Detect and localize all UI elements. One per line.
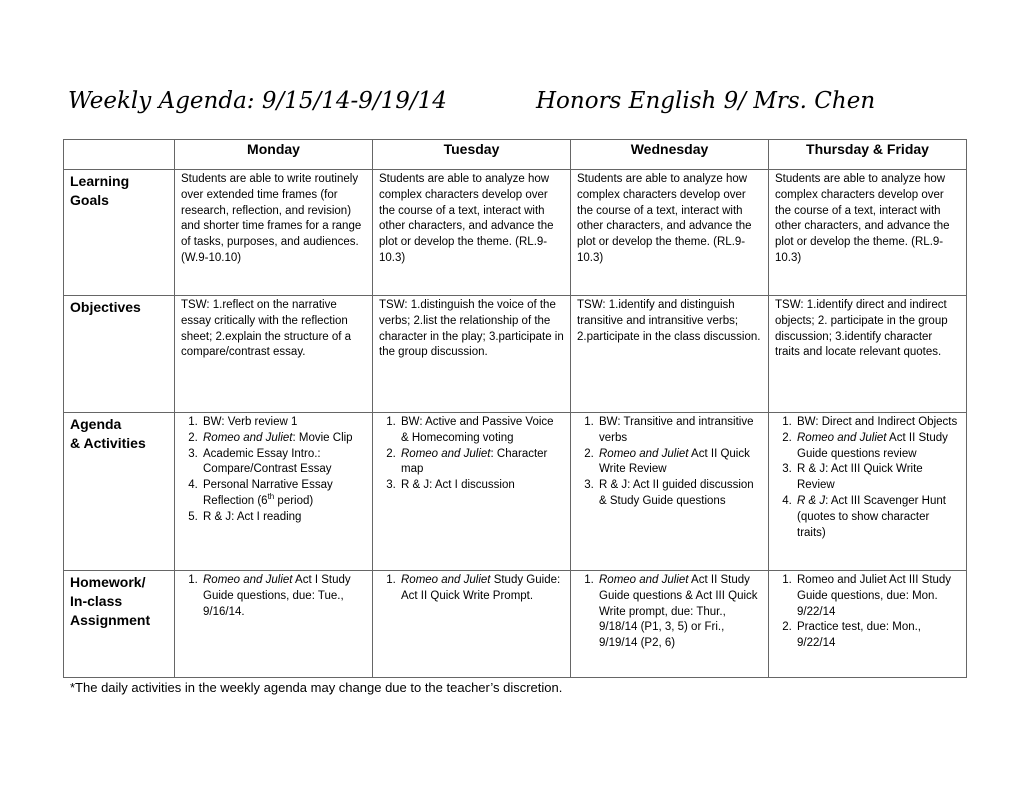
row-label-learning-goals: Learning Goals bbox=[64, 170, 175, 296]
weekly-agenda-table bbox=[63, 139, 967, 678]
homework-monday bbox=[175, 571, 373, 678]
list-item-text: Academic Essay Intro.: Compare/Contrast Essay bbox=[203, 447, 332, 476]
goal-thursday-friday: Students are able to analyze how complex characters develop over the course of a text, interact with other characters, and advance the plot or develop the theme. (RL.9-10.3) bbox=[769, 170, 967, 296]
day-header-tuesday: Tuesday bbox=[373, 140, 571, 170]
book-title: Romeo and Juliet bbox=[401, 574, 491, 586]
list-item bbox=[795, 620, 960, 652]
list-item bbox=[597, 415, 762, 447]
header-row bbox=[64, 140, 967, 170]
corner-cell bbox=[64, 140, 175, 170]
footnote: *The daily activities in the weekly agenda may change due to the teacher’s discretion. bbox=[70, 680, 563, 695]
homework-row bbox=[64, 571, 967, 678]
list-item bbox=[795, 415, 960, 431]
objective-tuesday: TSW: 1.distinguish the voice of the verbs; 2.list the relationship of the character in the play; 3.participate in the group discussion. bbox=[373, 296, 571, 413]
list-item bbox=[201, 415, 366, 431]
list-item-text: : Movie Clip bbox=[292, 431, 353, 444]
learning-goals-row bbox=[64, 170, 967, 296]
row-label-agenda bbox=[64, 413, 175, 571]
list-item bbox=[201, 478, 366, 510]
day-header-monday: Monday bbox=[175, 140, 373, 170]
list-item-text: Act II Quick Write Review bbox=[599, 447, 750, 476]
list-item bbox=[795, 494, 960, 541]
list-item-text: BW: Active and Passive Voice & Homecoming voting bbox=[401, 416, 554, 444]
list-item-text: Practice test, due: Mon., 9/22/14 bbox=[797, 621, 922, 650]
goal-tuesday: Students are able to analyze how complex characters develop over the course of a text, interact with other characters, and advance the plot or develop the theme. (RL.9-10.3) bbox=[373, 170, 571, 296]
list-item bbox=[795, 462, 960, 494]
list-item bbox=[597, 478, 762, 510]
book-title: Romeo and Juliet bbox=[203, 431, 293, 444]
goal-monday: Students are able to write routinely over extended time frames (for research, reflection, and revision) and shorter time frames for a range of tasks, purposes, and audiences. (W.9-10.10) bbox=[175, 170, 373, 296]
book-title: Romeo and Juliet bbox=[797, 431, 887, 444]
list-item-text: : Act III Scavenger Hunt (quotes to show character traits) bbox=[797, 494, 946, 539]
list-item bbox=[201, 573, 366, 620]
goal-wednesday: Students are able to analyze how complex characters develop over the course of a text, interact with other characters, and advance the plot or develop the theme. (RL.9-10.3) bbox=[571, 170, 769, 296]
row-label-objectives: Objectives bbox=[64, 296, 175, 413]
objective-monday: TSW: 1.reflect on the narrative essay critically with the reflection sheet; 2.explain the structure of a compare/contrast essay. bbox=[175, 296, 373, 413]
list-item-text: Act II Study Guide questions review bbox=[797, 431, 948, 460]
objective-wednesday: TSW: 1.identify and distinguish transitive and intransitive verbs; 2.participate in the class discussion. bbox=[571, 296, 769, 413]
list-item-text: R & J: Act I reading bbox=[203, 510, 302, 523]
list-item bbox=[597, 573, 762, 652]
book-title: Romeo and Juliet bbox=[401, 447, 491, 460]
list-item bbox=[399, 478, 564, 494]
list-item bbox=[399, 415, 564, 447]
homework-tuesday bbox=[373, 571, 571, 678]
list-item bbox=[399, 573, 564, 605]
day-header-wednesday: Wednesday bbox=[571, 140, 769, 170]
list-item-text: R & J: Act I discussion bbox=[401, 479, 515, 492]
list-item-text: Romeo and Juliet Act III Study Guide questions, due: Mon. 9/22/14 bbox=[797, 574, 952, 618]
homework-thursday-friday bbox=[769, 571, 967, 678]
book-title: Romeo and Juliet bbox=[599, 447, 689, 460]
book-title: R & J bbox=[797, 494, 826, 507]
day-header-thursday-friday: Thursday & Friday bbox=[769, 140, 967, 170]
objective-thursday-friday: TSW: 1.identify direct and indirect objects; 2. participate in the group discussion; 3.identify character traits and locate relevant quotes. bbox=[769, 296, 967, 413]
row-label-agenda-line2: & Activities bbox=[70, 435, 146, 451]
agenda-thursday-friday bbox=[769, 413, 967, 571]
list-item-text: R & J: Act II guided discussion & Study Guide questions bbox=[599, 479, 754, 507]
homework-wednesday bbox=[571, 571, 769, 678]
list-item-text: BW: Verb review 1 bbox=[203, 416, 298, 428]
row-label-agenda-line1: Agenda bbox=[70, 416, 122, 432]
list-item bbox=[597, 447, 762, 479]
book-title: Romeo and Juliet bbox=[203, 574, 293, 586]
list-item bbox=[201, 510, 366, 526]
agenda-title: Weekly Agenda: 9/15/14-9/19/14 bbox=[68, 88, 447, 114]
course-title: Honors English 9/ Mrs. Chen bbox=[536, 88, 876, 114]
list-item bbox=[201, 431, 366, 447]
row-label-homework-line2: In-class bbox=[70, 593, 123, 609]
agenda-wednesday bbox=[571, 413, 769, 571]
agenda-monday bbox=[175, 413, 373, 571]
agenda-tuesday bbox=[373, 413, 571, 571]
list-item-text: BW: Transitive and intransitive verbs bbox=[599, 416, 754, 444]
list-item bbox=[795, 573, 960, 620]
ordinal-suffix: th bbox=[267, 492, 275, 502]
list-item-text: Personal Narrative Essay Reflection (6 bbox=[203, 479, 333, 507]
agenda-row bbox=[64, 413, 967, 571]
objectives-row bbox=[64, 296, 967, 413]
row-label-homework bbox=[64, 571, 175, 678]
book-title: Romeo and Juliet bbox=[599, 574, 689, 586]
list-item-text: Study Guide: Act II Quick Write Prompt. bbox=[401, 574, 561, 602]
list-item-text: period) bbox=[274, 494, 314, 507]
list-item bbox=[201, 447, 366, 479]
row-label-homework-line1: Homework/ bbox=[70, 574, 146, 590]
list-item-text: Act I Study Guide questions, due: Tue., 9/16/14. bbox=[203, 574, 351, 618]
list-item bbox=[399, 447, 564, 479]
list-item-text: Act II Study Guide questions & Act III Quick Write prompt, due: Thur., 9/18/14 (P1, 3, 5) or Fri., 9/19/14 (P2, 6) bbox=[599, 574, 758, 650]
list-item bbox=[795, 431, 960, 463]
list-item-text: BW: Direct and Indirect Objects bbox=[797, 416, 958, 428]
list-item-text: : Character map bbox=[401, 447, 548, 476]
list-item-text: R & J: Act III Quick Write Review bbox=[797, 463, 923, 492]
row-label-homework-line3: Assignment bbox=[70, 612, 151, 628]
